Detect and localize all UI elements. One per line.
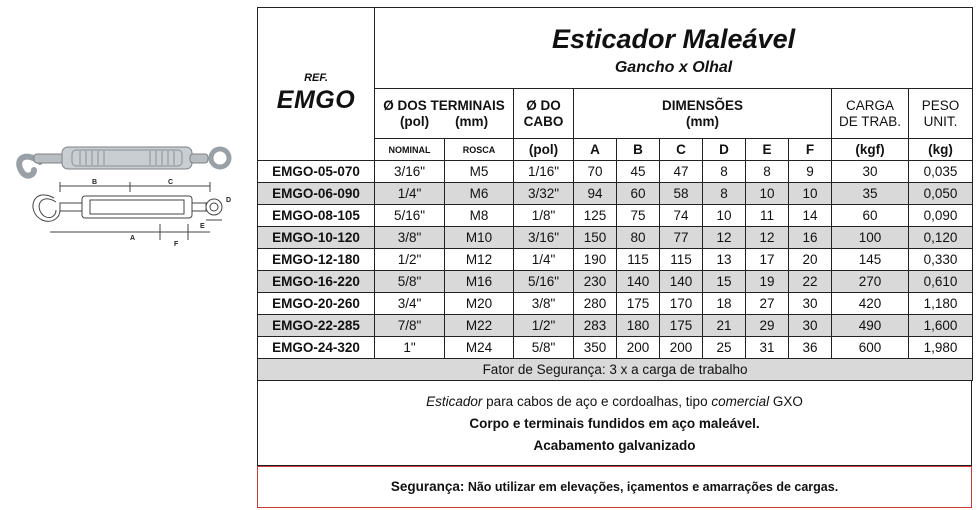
header-terminais: [375, 89, 514, 139]
table-cell: M12: [445, 249, 514, 271]
header-cabo-line1: Ø DO: [526, 97, 561, 113]
table-cell: 17: [746, 249, 789, 271]
table-cell: 5/16": [375, 205, 445, 227]
table-cell: M10: [445, 227, 514, 249]
page-title: Esticador Maleável: [551, 23, 796, 54]
table-cell: 8: [703, 183, 746, 205]
header-cabo-line2: CABO: [523, 113, 564, 129]
header-peso-line1: PESO: [921, 97, 960, 113]
table-cell: 31: [746, 337, 789, 359]
table-cell: 1/2": [375, 249, 445, 271]
dim-label-d: D: [226, 197, 232, 204]
row-code: EMGO-12-180: [258, 249, 375, 271]
table-row: [258, 337, 973, 359]
table-cell: 35: [832, 183, 909, 205]
subheader-e: E: [746, 139, 789, 161]
subheader-a: A: [574, 139, 617, 161]
description-line2: Corpo e terminais fundidos em aço maleável.: [469, 416, 760, 431]
header-peso-line2: UNIT.: [923, 113, 958, 129]
safety-warning: [257, 466, 972, 508]
table-cell: 8: [746, 161, 789, 183]
table-cell: 12: [703, 227, 746, 249]
table-cell: 14: [789, 205, 832, 227]
turnbuckle-illustration: [10, 140, 230, 250]
table-row: [258, 227, 973, 249]
table-cell: 8: [703, 161, 746, 183]
row-code: EMGO-06-090: [258, 183, 375, 205]
table-cell: 190: [574, 249, 617, 271]
table-cell: 5/8": [514, 337, 574, 359]
table-cell: 1,600: [909, 315, 973, 337]
spec-table: [257, 7, 973, 381]
table-cell: 47: [660, 161, 703, 183]
table-cell: M20: [445, 293, 514, 315]
header-dimensoes-title: DIMENSÕES: [661, 97, 743, 113]
table-cell: 200: [617, 337, 660, 359]
ref-label: REF.: [304, 71, 328, 84]
dim-label-a: A: [130, 235, 136, 242]
table-row: [258, 271, 973, 293]
table-cell: 21: [703, 315, 746, 337]
table-row: [258, 205, 973, 227]
table-cell: 1/4": [514, 249, 574, 271]
subheader-rosca: ROSCA: [445, 139, 514, 161]
table-cell: 19: [746, 271, 789, 293]
table-cell: M22: [445, 315, 514, 337]
table-cell: 11: [746, 205, 789, 227]
table-cell: 36: [789, 337, 832, 359]
description-line3: Acabamento galvanizado: [533, 438, 696, 453]
table-cell: 10: [703, 205, 746, 227]
table-cell: 18: [703, 293, 746, 315]
turnbuckle-photo: [19, 147, 229, 176]
table-cell: 29: [746, 315, 789, 337]
title-cell: [375, 8, 973, 89]
header-carga: [832, 89, 909, 139]
table-cell: 30: [789, 293, 832, 315]
safety-factor: Fator de Segurança: 3 x a carga de trabalho: [258, 359, 973, 381]
table-cell: 74: [660, 205, 703, 227]
table-cell: 1/16": [514, 161, 574, 183]
subheader-b: B: [617, 139, 660, 161]
table-cell: 115: [660, 249, 703, 271]
description-text-b: GXO: [769, 394, 803, 409]
table-cell: 1": [375, 337, 445, 359]
table-cell: 30: [832, 161, 909, 183]
table-cell: 125: [574, 205, 617, 227]
ref-cell: [258, 8, 375, 161]
header-mm: (mm): [455, 113, 489, 129]
header-dimensoes: [574, 89, 832, 139]
table-cell: 283: [574, 315, 617, 337]
table-cell: 15: [703, 271, 746, 293]
table-cell: 58: [660, 183, 703, 205]
dim-label-c: C: [168, 179, 174, 186]
subheader-c: C: [660, 139, 703, 161]
table-cell: 0,610: [909, 271, 973, 293]
table-cell: 140: [617, 271, 660, 293]
dim-label-e: E: [200, 223, 205, 230]
ref-code: EMGO: [276, 85, 356, 114]
subheader-f: F: [789, 139, 832, 161]
table-row: [258, 249, 973, 271]
table-cell: 1/4": [375, 183, 445, 205]
table-cell: 70: [574, 161, 617, 183]
description-text-a: para cabos de aço e cordoalhas, tipo: [482, 394, 712, 409]
row-code: EMGO-20-260: [258, 293, 375, 315]
subheader-kgf: (kgf): [832, 139, 909, 161]
table-cell: 170: [660, 293, 703, 315]
table-cell: 1,980: [909, 337, 973, 359]
table-cell: 3/8": [375, 227, 445, 249]
table-cell: 3/8": [514, 293, 574, 315]
table-cell: M8: [445, 205, 514, 227]
table-row: [258, 161, 973, 183]
dim-label-f: F: [174, 241, 179, 248]
table-cell: 3/32": [514, 183, 574, 205]
table-cell: M16: [445, 271, 514, 293]
table-cell: 0,330: [909, 249, 973, 271]
table-cell: 1/2": [514, 315, 574, 337]
table-cell: 280: [574, 293, 617, 315]
table-cell: 175: [617, 293, 660, 315]
row-code: EMGO-10-120: [258, 227, 375, 249]
table-cell: 25: [703, 337, 746, 359]
row-code: EMGO-08-105: [258, 205, 375, 227]
table-row: [258, 293, 973, 315]
table-cell: 1/8": [514, 205, 574, 227]
table-cell: 45: [617, 161, 660, 183]
description-box: [257, 381, 972, 466]
table-cell: 270: [832, 271, 909, 293]
row-code: EMGO-24-320: [258, 337, 375, 359]
table-cell: 30: [789, 315, 832, 337]
header-pol: (pol): [399, 113, 430, 129]
subheader-cabo-pol: (pol): [514, 139, 574, 161]
table-cell: 77: [660, 227, 703, 249]
table-cell: 3/16": [375, 161, 445, 183]
page-subtitle: Gancho x Olhal: [614, 58, 733, 76]
spec-sheet: [257, 7, 972, 508]
table-cell: 16: [789, 227, 832, 249]
table-cell: 490: [832, 315, 909, 337]
header-dimensoes-unit: (mm): [686, 113, 719, 129]
table-cell: 27: [746, 293, 789, 315]
header-cabo: [514, 89, 574, 139]
table-cell: 0,050: [909, 183, 973, 205]
table-cell: 80: [617, 227, 660, 249]
table-cell: 10: [746, 183, 789, 205]
description-term-esticador: Esticador: [426, 394, 483, 409]
table-cell: 0,120: [909, 227, 973, 249]
table-cell: 3/16": [514, 227, 574, 249]
header-peso: [909, 89, 973, 139]
table-cell: 75: [617, 205, 660, 227]
header-terminais-title: Ø DOS TERMINAIS: [383, 97, 505, 113]
table-cell: M24: [445, 337, 514, 359]
table-cell: 600: [832, 337, 909, 359]
table-cell: 115: [617, 249, 660, 271]
turnbuckle-drawing: [33, 182, 222, 240]
table-cell: 175: [660, 315, 703, 337]
table-cell: 0,090: [909, 205, 973, 227]
table-cell: 9: [789, 161, 832, 183]
dim-label-b: B: [92, 179, 98, 186]
table-cell: 5/16": [514, 271, 574, 293]
table-cell: 12: [746, 227, 789, 249]
safety-warning-label: Segurança:: [390, 479, 465, 494]
table-cell: 3/4": [375, 293, 445, 315]
table-cell: 7/8": [375, 315, 445, 337]
table-cell: 420: [832, 293, 909, 315]
table-cell: 94: [574, 183, 617, 205]
table-cell: 200: [660, 337, 703, 359]
table-row: [258, 183, 973, 205]
subheader-nominal: NOMINAL: [375, 139, 445, 161]
subheader-kg: (kg): [909, 139, 973, 161]
table-cell: M6: [445, 183, 514, 205]
table-cell: 10: [789, 183, 832, 205]
table-cell: 350: [574, 337, 617, 359]
table-cell: 60: [617, 183, 660, 205]
header-carga-line2: DE TRAB.: [838, 113, 901, 129]
table-cell: 5/8": [375, 271, 445, 293]
table-cell: 180: [617, 315, 660, 337]
safety-warning-text: Não utilizar em elevações, içamentos e amarrações de cargas.: [464, 480, 839, 494]
table-cell: 230: [574, 271, 617, 293]
header-carga-line1: CARGA: [845, 97, 894, 113]
table-cell: 1,180: [909, 293, 973, 315]
row-code: EMGO-22-285: [258, 315, 375, 337]
table-cell: 60: [832, 205, 909, 227]
table-cell: 140: [660, 271, 703, 293]
table-row: [258, 315, 973, 337]
table-cell: M5: [445, 161, 514, 183]
table-cell: 22: [789, 271, 832, 293]
table-cell: 20: [789, 249, 832, 271]
table-cell: 145: [832, 249, 909, 271]
table-cell: 150: [574, 227, 617, 249]
row-code: EMGO-05-070: [258, 161, 375, 183]
subheader-d: D: [703, 139, 746, 161]
table-cell: 13: [703, 249, 746, 271]
table-cell: 100: [832, 227, 909, 249]
description-line1: [258, 391, 971, 413]
table-cell: 0,035: [909, 161, 973, 183]
description-term-comercial: comercial: [711, 394, 770, 409]
row-code: EMGO-16-220: [258, 271, 375, 293]
